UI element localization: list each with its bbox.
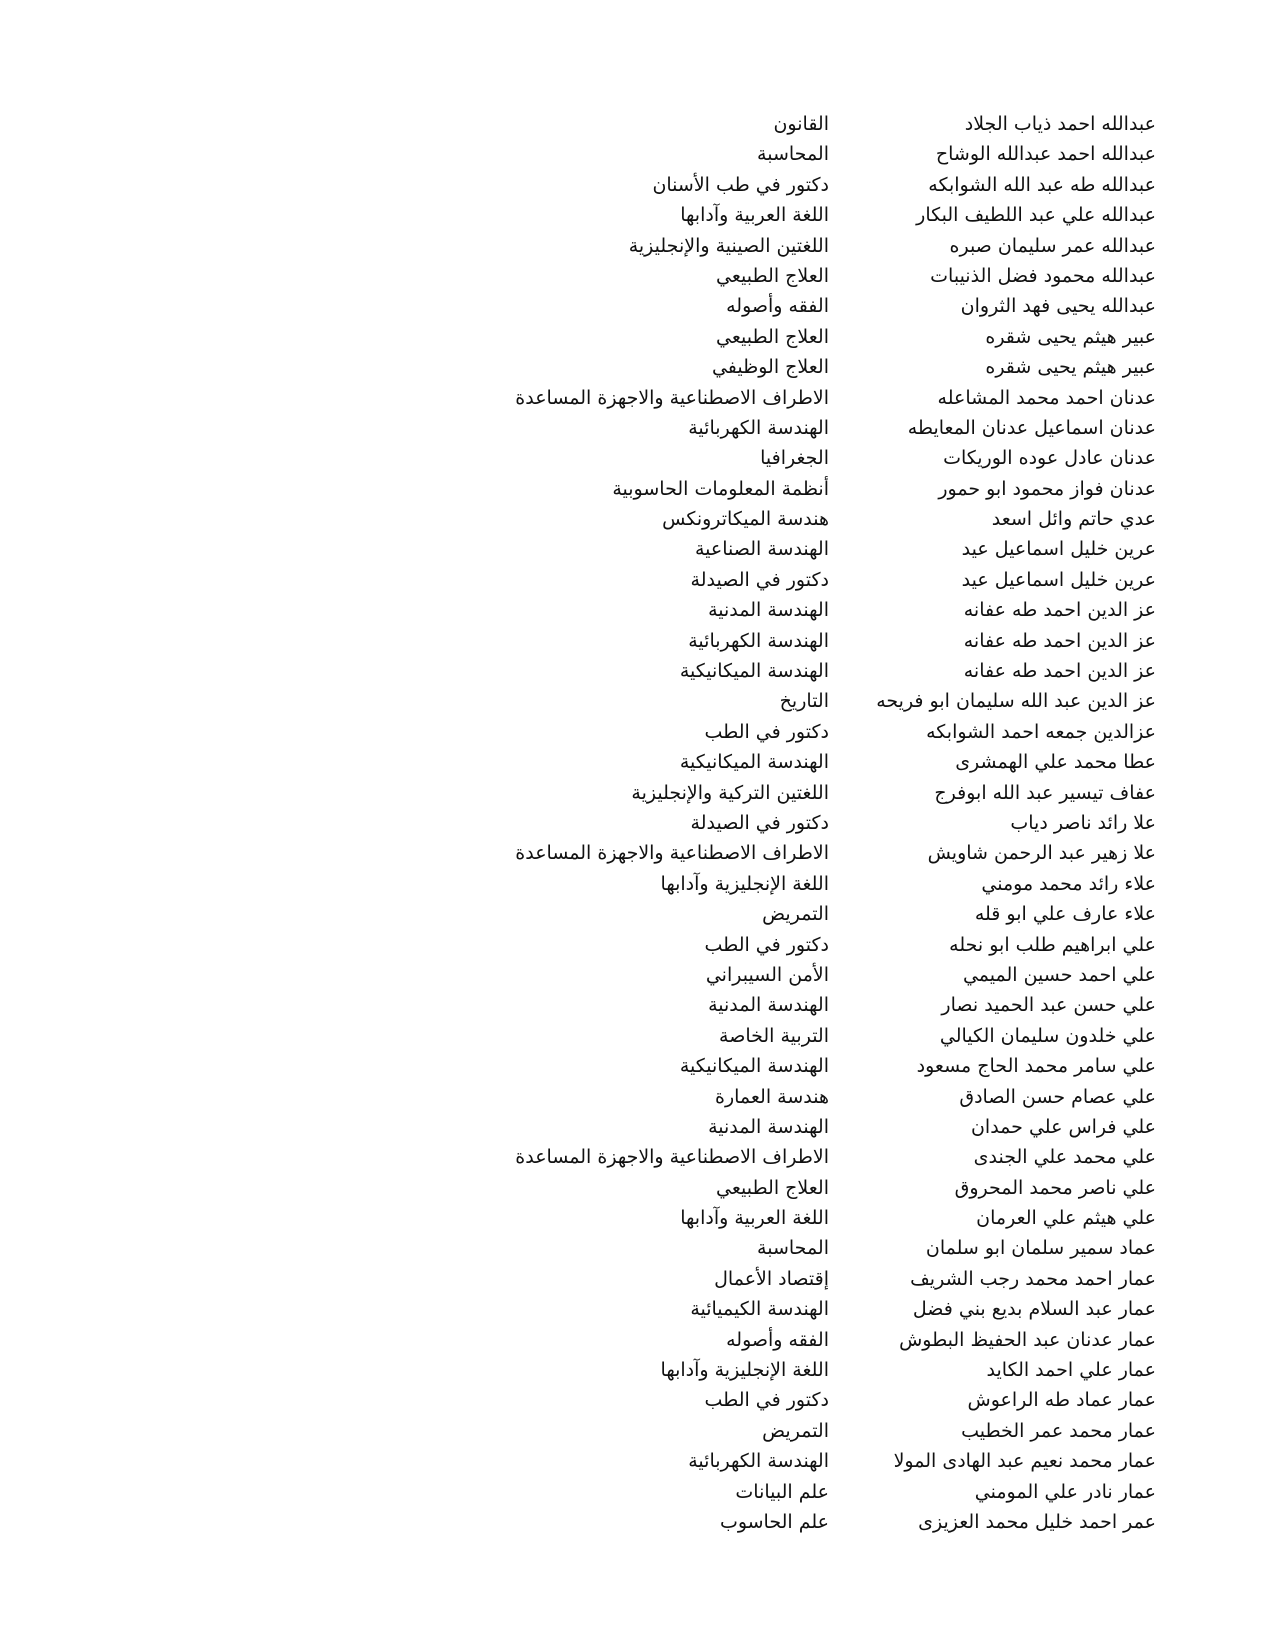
list-item (0, 170, 1275, 200)
student-name: عمار عدنان عبد الحفيظ البطوش (899, 1328, 1156, 1351)
student-major: هندسة العمارة (714, 1085, 829, 1108)
list-item (0, 1385, 1275, 1415)
student-major: دكتور في الطب (704, 933, 829, 956)
list-item (0, 1355, 1275, 1385)
student-name: علا رائد ناصر دياب (1010, 811, 1156, 834)
list-item (0, 838, 1275, 868)
student-name: عبدالله علي عبد اللطيف البكار (916, 204, 1156, 227)
student-name: عدنان احمد محمد المشاعله (937, 386, 1156, 409)
student-name: عبدالله احمد عبدالله الوشاح (935, 143, 1156, 166)
student-name: عمر احمد خليل محمد العزيزى (918, 1510, 1156, 1533)
student-major: الهندسة الصناعية (694, 538, 829, 561)
student-name: علاء رائد محمد مومني (981, 872, 1156, 895)
student-name: علي هيثم علي العرمان (976, 1207, 1156, 1230)
student-name: عز الدين احمد طه عفانه (963, 599, 1156, 622)
student-major: اللغة الإنجليزية وآدابها (660, 872, 829, 895)
list-item (0, 990, 1275, 1020)
student-major: العلاج الطبيعي (716, 325, 829, 348)
student-major: التربية الخاصة (719, 1024, 829, 1047)
list-item (0, 1507, 1275, 1537)
student-name: علي ابراهيم طلب ابو نحله (949, 933, 1156, 956)
list-item (0, 200, 1275, 230)
list-item (0, 504, 1275, 534)
list-item (0, 1233, 1275, 1263)
list-item (0, 383, 1275, 413)
student-name: عز الدين عبد الله سليمان ابو فريحه (876, 690, 1156, 713)
student-major: دكتور في الطب (704, 720, 829, 743)
student-name: علي محمد علي الجندى (973, 1146, 1156, 1169)
list-item (0, 778, 1275, 808)
list-item (0, 413, 1275, 443)
student-name: عمار نادر علي المومني (974, 1480, 1156, 1503)
student-major: المحاسبة (757, 143, 829, 166)
student-major: دكتور في الطب (704, 1389, 829, 1412)
list-item (0, 595, 1275, 625)
student-major: التمريض (762, 903, 829, 926)
list-item (0, 1477, 1275, 1507)
student-major: الاطراف الاصطناعية والاجهزة المساعدة (515, 386, 829, 409)
student-major: الهندسة الكهربائية (688, 629, 829, 652)
student-name: علي عصام حسن الصادق (959, 1085, 1156, 1108)
list-item (0, 261, 1275, 291)
student-name: عبدالله احمد ذياب الجلاد (964, 113, 1156, 135)
student-major: دكتور في الصيدلة (690, 811, 829, 834)
list-item (0, 109, 1275, 139)
student-name: علي احمد حسين الميمي (962, 963, 1156, 986)
student-name: عدنان عادل عوده الوريكات (943, 447, 1156, 470)
student-name: عز الدين احمد طه عفانه (963, 629, 1156, 652)
list-item (0, 1142, 1275, 1172)
student-major: العلاج الوظيفي (711, 356, 829, 379)
list-item (0, 1051, 1275, 1081)
student-name: علي خلدون سليمان الكيالي (939, 1024, 1156, 1047)
list-item (0, 626, 1275, 656)
student-major: دكتور في الصيدلة (690, 568, 829, 591)
student-name: عمار محمد عمر الخطيب (961, 1419, 1156, 1442)
student-name: عمار عبد السلام بديع بني فضل (912, 1298, 1156, 1321)
list-item (0, 1082, 1275, 1112)
student-name: عمار محمد نعيم عبد الهادى المولا (893, 1450, 1156, 1473)
student-major: الهندسة الميكانيكية (679, 660, 829, 683)
list-item (0, 899, 1275, 929)
student-name: علي ناصر محمد المحروق (954, 1176, 1156, 1199)
list-item (0, 291, 1275, 321)
list-item (0, 1173, 1275, 1203)
student-name: عز الدين احمد طه عفانه (963, 660, 1156, 683)
student-major: أنظمة المعلومات الحاسوبية (612, 477, 829, 500)
student-major: اللغتين الصينية والإنجليزية (628, 234, 829, 257)
list-item (0, 1446, 1275, 1476)
student-major: القانون (773, 113, 829, 135)
student-name: عفاف تيسير عبد الله ابوفرج (934, 781, 1156, 804)
student-major: الفقه وأصوله (726, 1328, 829, 1351)
student-major: المحاسبة (757, 1237, 829, 1260)
student-name: عرين خليل اسماعيل عيد (961, 568, 1156, 591)
student-major: الهندسة المدنية (708, 1115, 829, 1138)
student-major: علم الحاسوب (719, 1510, 829, 1533)
list-item (0, 322, 1275, 352)
graduates-list (0, 109, 1275, 1537)
list-item (0, 686, 1275, 716)
list-item (0, 534, 1275, 564)
student-major: اللغتين التركية والإنجليزية (631, 781, 829, 804)
student-name: عمار عماد طه الراعوش (967, 1389, 1156, 1412)
student-name: عرين خليل اسماعيل عيد (961, 538, 1156, 561)
student-name: عبدالله محمود فضل الذنيبات (930, 264, 1156, 287)
student-major: الاطراف الاصطناعية والاجهزة المساعدة (515, 1146, 829, 1169)
student-major: الفقه وأصوله (726, 295, 829, 318)
student-name: عبدالله يحيى فهد الثروان (960, 295, 1156, 318)
list-item (0, 960, 1275, 990)
student-major: الهندسة الكيميائية (690, 1298, 829, 1321)
student-major: العلاج الطبيعي (716, 1176, 829, 1199)
student-major: اللغة الإنجليزية وآدابها (660, 1359, 829, 1382)
student-major: دكتور في طب الأسنان (652, 173, 829, 196)
list-item (0, 930, 1275, 960)
list-item (0, 443, 1275, 473)
student-major: التاريخ (779, 690, 829, 713)
student-name: عمار احمد محمد رجب الشريف (910, 1267, 1156, 1290)
student-major: التمريض (762, 1419, 829, 1442)
list-item (0, 352, 1275, 382)
list-item (0, 1294, 1275, 1324)
student-major: الاطراف الاصطناعية والاجهزة المساعدة (515, 842, 829, 865)
student-major: الهندسة الكهربائية (688, 416, 829, 439)
student-major: الهندسة الميكانيكية (679, 751, 829, 774)
student-name: عماد سمير سلمان ابو سلمان (925, 1237, 1156, 1260)
student-name: عمار علي احمد الكايد (986, 1359, 1156, 1382)
student-name: علي حسن عبد الحميد نصار (941, 994, 1156, 1017)
list-item (0, 231, 1275, 261)
student-name: عبدالله طه عبد الله الشوابكه (928, 173, 1156, 196)
student-major: علم البيانات (735, 1480, 829, 1503)
list-item (0, 656, 1275, 686)
student-major: الهندسة الميكانيكية (679, 1055, 829, 1078)
student-major: العلاج الطبيعي (716, 264, 829, 287)
list-item (0, 1264, 1275, 1294)
student-name: علي فراس علي حمدان (970, 1115, 1156, 1138)
student-name: عدي حاتم وائل اسعد (991, 508, 1156, 531)
student-name: عزالدين جمعه احمد الشوابكه (926, 720, 1156, 743)
list-item (0, 747, 1275, 777)
student-name: عدنان اسماعيل عدنان المعايطه (907, 416, 1156, 439)
student-name: علاء عارف علي ابو قله (974, 903, 1156, 926)
student-major: إقتصاد الأعمال (714, 1267, 829, 1290)
student-major: الهندسة المدنية (708, 994, 829, 1017)
list-item (0, 474, 1275, 504)
student-major: اللغة العربية وآدابها (680, 204, 829, 227)
list-item (0, 1416, 1275, 1446)
student-major: الجغرافيا (760, 447, 829, 470)
student-name: عبير هيثم يحيى شقره (985, 325, 1156, 348)
list-item (0, 565, 1275, 595)
student-name: علا زهير عبد الرحمن شاويش (927, 842, 1156, 865)
student-name: عبدالله عمر سليمان صبره (949, 234, 1156, 257)
list-item (0, 869, 1275, 899)
student-name: عبير هيثم يحيى شقره (985, 356, 1156, 379)
list-item (0, 717, 1275, 747)
list-item (0, 1112, 1275, 1142)
student-name: علي سامر محمد الحاج مسعود (916, 1055, 1156, 1078)
list-item (0, 808, 1275, 838)
student-name: عطا محمد علي الهمشرى (955, 751, 1156, 774)
student-major: اللغة العربية وآدابها (680, 1207, 829, 1230)
list-item (0, 1325, 1275, 1355)
list-item (0, 1021, 1275, 1051)
student-major: الهندسة الكهربائية (688, 1450, 829, 1473)
student-name: عدنان فواز محمود ابو حمور (938, 477, 1156, 500)
list-item (0, 1203, 1275, 1233)
student-major: الهندسة المدنية (708, 599, 829, 622)
list-item (0, 139, 1275, 169)
student-major: الأمن السيبراني (705, 963, 829, 986)
student-major: هندسة الميكاترونكس (662, 508, 829, 531)
